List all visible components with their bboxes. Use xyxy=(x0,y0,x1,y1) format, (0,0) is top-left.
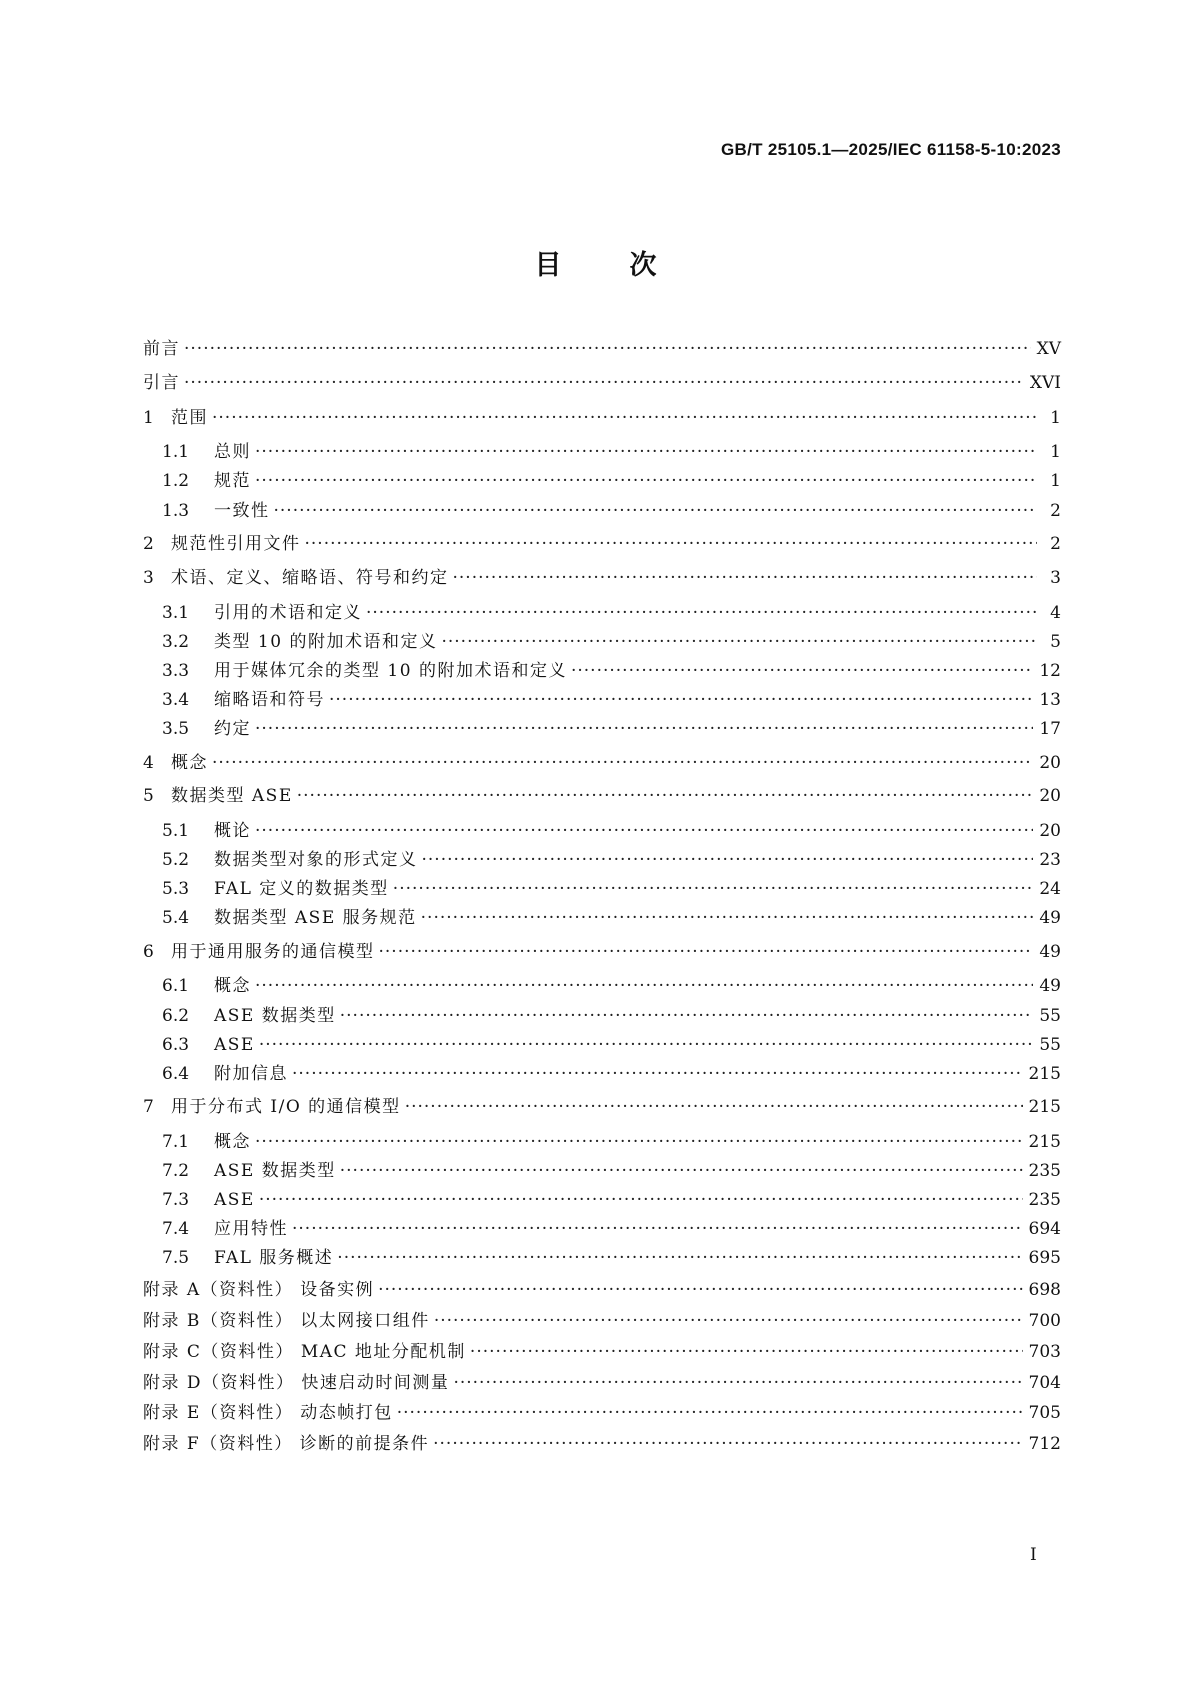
toc-entry-title: 前言 xyxy=(143,339,180,359)
toc-dot-leader xyxy=(453,565,1038,591)
toc-entry-page: 49 xyxy=(1039,942,1061,962)
toc-entry[interactable] xyxy=(162,1187,1061,1213)
toc-entry-title: ASE 数据类型 xyxy=(214,1161,336,1181)
toc-entry-title: 范围 xyxy=(171,408,208,428)
toc-entry[interactable] xyxy=(162,905,1061,931)
toc-entry-number: 5.3 xyxy=(162,879,190,899)
toc-dot-leader xyxy=(393,876,1034,902)
toc-entry-title: ASE 数据类型 xyxy=(214,1006,336,1026)
toc-entry-number: 5.2 xyxy=(162,850,190,870)
toc-entry-page: 17 xyxy=(1039,719,1061,739)
toc-dot-leader xyxy=(434,1308,1023,1334)
toc-dot-leader xyxy=(255,716,1033,742)
toc-entry[interactable] xyxy=(143,1400,1061,1426)
toc-entry-title: 附录 E（资料性） 动态帧打包 xyxy=(143,1403,393,1423)
toc-entry[interactable] xyxy=(143,1370,1061,1396)
toc-entry-title: 数据类型 ASE xyxy=(171,786,293,806)
toc-dot-leader xyxy=(259,1032,1034,1058)
toc-entry-page: 20 xyxy=(1039,821,1061,841)
toc-entry-number: 2 xyxy=(143,534,154,554)
toc-entry-number: 5.4 xyxy=(162,908,190,928)
toc-entry[interactable] xyxy=(162,600,1061,626)
toc-entry-number: 7.3 xyxy=(162,1190,190,1210)
toc-entry-title: 概念 xyxy=(214,1132,251,1152)
toc-entry-title: 附录 C（资料性） MAC 地址分配机制 xyxy=(143,1342,466,1362)
toc-entry-page: 2 xyxy=(1050,501,1061,521)
toc-entry[interactable] xyxy=(143,1339,1061,1365)
toc-dot-leader xyxy=(340,1158,1023,1184)
toc-entry-number: 1.1 xyxy=(162,442,190,462)
toc-entry-page: 55 xyxy=(1039,1035,1061,1055)
toc-entry[interactable] xyxy=(143,783,1061,809)
toc-dot-leader xyxy=(184,370,1024,396)
toc-entry-page: 20 xyxy=(1039,753,1061,773)
toc-entry-page: 695 xyxy=(1028,1248,1061,1268)
toc-dot-leader xyxy=(255,1129,1023,1155)
toc-entry-title: 用于分布式 I/O 的通信模型 xyxy=(171,1097,401,1117)
toc-entry-title: 缩略语和符号 xyxy=(214,690,325,710)
toc-entry-number: 6 xyxy=(143,942,154,962)
toc-entry-number: 3.3 xyxy=(162,661,190,681)
toc-entry-number: 7 xyxy=(143,1097,154,1117)
toc-entry-title: 类型 10 的附加术语和定义 xyxy=(214,632,438,652)
toc-entry-title: 应用特性 xyxy=(214,1219,288,1239)
toc-entry[interactable] xyxy=(143,405,1061,431)
toc-entry-title: FAL 服务概述 xyxy=(214,1248,334,1268)
document-code: GB/T 25105.1—2025/IEC 61158-5-10:2023 xyxy=(721,140,1061,159)
toc-entry[interactable] xyxy=(143,336,1061,362)
toc-entry[interactable] xyxy=(162,1032,1061,1058)
toc-entry-number: 1.2 xyxy=(162,471,190,491)
toc-entry-page: 705 xyxy=(1028,1403,1061,1423)
toc-dot-leader xyxy=(292,1216,1023,1242)
toc-dot-leader xyxy=(433,1431,1022,1457)
toc-entry-title: 总则 xyxy=(214,442,251,462)
toc-entry-page: 23 xyxy=(1039,850,1061,870)
toc-entry-number: 5 xyxy=(143,786,154,806)
toc-entry[interactable] xyxy=(162,1003,1061,1029)
toc-entry-page: 13 xyxy=(1039,690,1061,710)
toc-entry-number: 1 xyxy=(143,408,154,428)
toc-entry-page: 20 xyxy=(1039,786,1061,806)
toc-entry-number: 3.2 xyxy=(162,632,190,652)
toc-entry[interactable] xyxy=(143,1094,1061,1120)
toc-dot-leader xyxy=(571,658,1033,684)
toc-entry-title: FAL 定义的数据类型 xyxy=(214,879,389,899)
toc-entry-page: XV xyxy=(1036,339,1061,359)
toc-entry[interactable] xyxy=(162,847,1061,873)
toc-entry-title: 概念 xyxy=(214,976,251,996)
toc-entry-title: 数据类型 ASE 服务规范 xyxy=(214,908,417,928)
toc-dot-leader xyxy=(255,973,1033,999)
page-title: 目次 xyxy=(534,250,725,281)
toc-entry-title: 概念 xyxy=(171,753,208,773)
toc-dot-leader xyxy=(212,750,1033,776)
toc-entry-title: 约定 xyxy=(214,719,251,739)
toc-dot-leader xyxy=(297,783,1034,809)
toc-entry-title: 附录 D（资料性） 快速启动时间测量 xyxy=(143,1373,450,1393)
toc-entry-page: 700 xyxy=(1028,1311,1061,1331)
toc-entry-title: 附录 A（资料性） 设备实例 xyxy=(143,1280,375,1300)
toc-dot-leader xyxy=(292,1061,1023,1087)
toc-entry[interactable] xyxy=(143,565,1061,591)
toc-entry[interactable] xyxy=(143,370,1061,396)
toc-entry-title: 术语、定义、缩略语、符号和约定 xyxy=(171,568,449,588)
toc-dot-leader xyxy=(329,687,1033,713)
toc-entry-number: 5.1 xyxy=(162,821,190,841)
toc-entry-title: 用于通用服务的通信模型 xyxy=(171,942,375,962)
toc-entry[interactable] xyxy=(162,716,1061,742)
toc-entry-title: 用于媒体冗余的类型 10 的附加术语和定义 xyxy=(214,661,567,681)
toc-entry-title: ASE xyxy=(214,1035,255,1055)
toc-entry[interactable] xyxy=(162,1129,1061,1155)
toc-dot-leader xyxy=(441,629,1037,655)
toc-entry-title: 一致性 xyxy=(214,501,270,521)
toc-entry-number: 6.3 xyxy=(162,1035,190,1055)
toc-dot-leader xyxy=(255,818,1033,844)
toc-entry-number: 3.4 xyxy=(162,690,190,710)
toc-entry-title: 规范性引用文件 xyxy=(171,534,301,554)
toc-entry-number: 6.2 xyxy=(162,1006,190,1026)
toc-dot-leader xyxy=(405,1094,1023,1120)
page-number: I xyxy=(1030,1545,1037,1565)
toc-dot-leader xyxy=(422,847,1034,873)
toc-dot-leader xyxy=(453,1370,1022,1396)
toc-entry-page: 698 xyxy=(1028,1280,1061,1300)
toc-entry-title: 数据类型对象的形式定义 xyxy=(214,850,418,870)
toc-entry-number: 3.1 xyxy=(162,603,190,623)
toc-entry[interactable] xyxy=(162,1158,1061,1184)
toc-entry-page: 24 xyxy=(1039,879,1061,899)
toc-dot-leader xyxy=(305,531,1038,557)
toc-entry-number: 6.1 xyxy=(162,976,190,996)
toc-entry[interactable] xyxy=(143,1277,1061,1303)
toc-entry-number: 7.4 xyxy=(162,1219,190,1239)
toc-entry[interactable] xyxy=(162,1061,1061,1087)
toc-dot-leader xyxy=(366,600,1037,626)
toc-entry[interactable] xyxy=(162,1216,1061,1242)
toc-dot-leader xyxy=(259,1187,1023,1213)
toc-dot-leader xyxy=(255,468,1037,494)
toc-entry-page: 1 xyxy=(1050,408,1061,428)
toc-dot-leader xyxy=(379,939,1034,965)
toc-entry-page: 703 xyxy=(1028,1342,1061,1362)
toc-entry-title: 引用的术语和定义 xyxy=(214,603,362,623)
toc-entry-number: 4 xyxy=(143,753,154,773)
toc-entry-number: 7.2 xyxy=(162,1161,190,1181)
toc-entry[interactable] xyxy=(162,818,1061,844)
toc-entry-page: 235 xyxy=(1028,1161,1061,1181)
toc-dot-leader xyxy=(255,439,1037,465)
toc-entry-number: 6.4 xyxy=(162,1064,190,1084)
toc-entry-page: 235 xyxy=(1028,1190,1061,1210)
toc-entry-page: 3 xyxy=(1050,568,1061,588)
toc-dot-leader xyxy=(421,905,1034,931)
toc-entry-number: 7.1 xyxy=(162,1132,190,1152)
toc-dot-leader xyxy=(340,1003,1034,1029)
toc-entry[interactable] xyxy=(162,498,1061,524)
toc-entry-title: 附录 F（资料性） 诊断的前提条件 xyxy=(143,1434,430,1454)
toc-dot-leader xyxy=(184,336,1031,362)
toc-entry[interactable] xyxy=(143,531,1061,557)
toc-entry-page: XVI xyxy=(1029,373,1061,393)
toc-dot-leader xyxy=(397,1400,1023,1426)
toc-dot-leader xyxy=(337,1245,1022,1271)
toc-entry-page: 49 xyxy=(1039,908,1061,928)
toc-entry-number: 7.5 xyxy=(162,1248,190,1268)
toc-entry-page: 5 xyxy=(1050,632,1061,652)
toc-entry[interactable] xyxy=(143,939,1061,965)
toc-entry-page: 4 xyxy=(1050,603,1061,623)
toc-entry[interactable] xyxy=(162,658,1061,684)
toc-entry[interactable] xyxy=(162,439,1061,465)
toc-entry-page: 694 xyxy=(1028,1219,1061,1239)
toc-entry[interactable] xyxy=(143,750,1061,776)
toc-entry[interactable] xyxy=(162,629,1061,655)
toc-entry[interactable] xyxy=(143,1431,1061,1457)
toc-entry-page: 712 xyxy=(1028,1434,1061,1454)
toc-entry[interactable] xyxy=(162,1245,1061,1271)
toc-entry-page: 215 xyxy=(1028,1097,1061,1117)
toc-entry-page: 215 xyxy=(1028,1132,1061,1152)
toc-entry-title: 附加信息 xyxy=(214,1064,288,1084)
toc-entry-page: 215 xyxy=(1028,1064,1061,1084)
toc-entry-page: 49 xyxy=(1039,976,1061,996)
toc-entry-page: 12 xyxy=(1039,661,1061,681)
toc-entry-title: 概论 xyxy=(214,821,251,841)
toc-entry-page: 2 xyxy=(1050,534,1061,554)
toc-entry-title: 引言 xyxy=(143,373,180,393)
toc-dot-leader xyxy=(378,1277,1022,1303)
toc-dot-leader xyxy=(212,405,1037,431)
toc-entry-number: 3.5 xyxy=(162,719,190,739)
toc-entry[interactable] xyxy=(162,687,1061,713)
toc-entry-page: 1 xyxy=(1050,442,1061,462)
toc-entry[interactable] xyxy=(143,1308,1061,1334)
toc-dot-leader xyxy=(470,1339,1023,1365)
toc-entry-page: 1 xyxy=(1050,471,1061,491)
toc-entry[interactable] xyxy=(162,973,1061,999)
toc-entry-page: 704 xyxy=(1028,1373,1061,1393)
toc-entry-title: ASE xyxy=(214,1190,255,1210)
toc-entry[interactable] xyxy=(162,468,1061,494)
toc-entry-number: 3 xyxy=(143,568,154,588)
toc-entry-title: 规范 xyxy=(214,471,251,491)
toc-entry[interactable] xyxy=(162,876,1061,902)
toc-entry-title: 附录 B（资料性） 以太网接口组件 xyxy=(143,1311,430,1331)
toc-entry-page: 55 xyxy=(1039,1006,1061,1026)
toc-entry-number: 1.3 xyxy=(162,501,190,521)
toc-dot-leader xyxy=(274,498,1038,524)
